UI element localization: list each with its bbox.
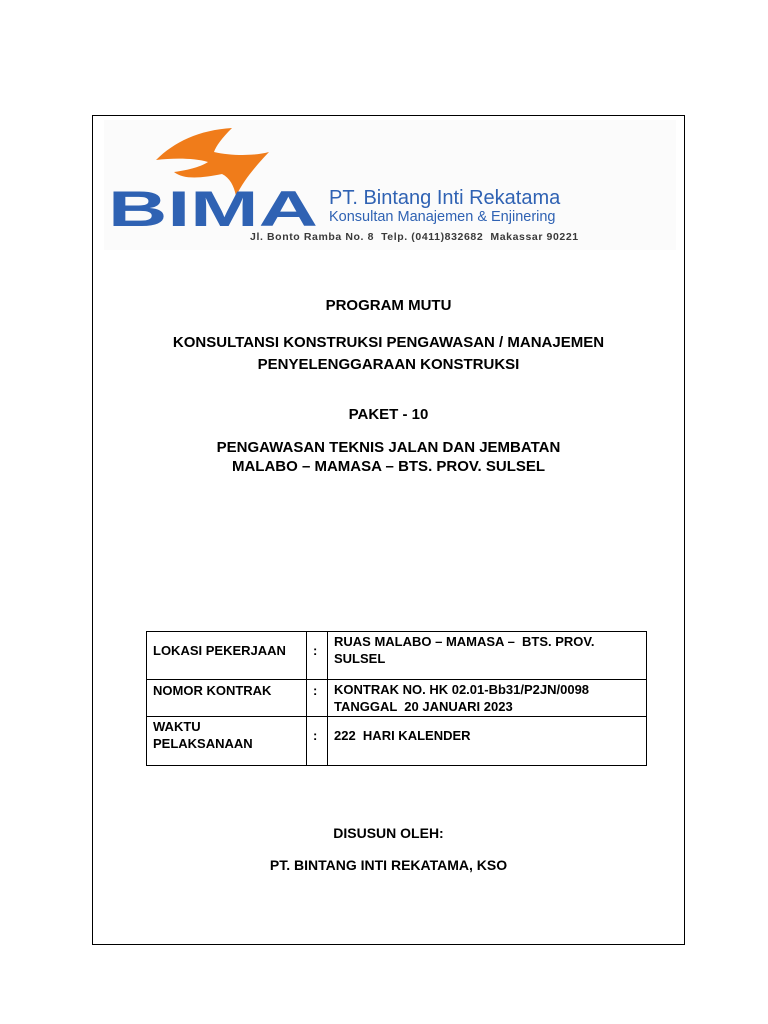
- table-row: [147, 717, 647, 766]
- package-label: PAKET - 10: [348, 406, 429, 423]
- company-address: Jl. Bonto Ramba No. 8 Telp. (0411)832682 Makassar 90221: [250, 231, 579, 243]
- info-table: [146, 631, 647, 766]
- contract-number-value: KONTRAK NO. HK 02.01-Bb31/P2JN/0098: [334, 682, 590, 697]
- document-title: PROGRAM MUTU: [325, 297, 452, 314]
- project-name-line2: MALABO – MAMASA – BTS. PROV. SULSEL: [231, 458, 546, 475]
- colon-separator: :: [313, 728, 318, 743]
- duration-label-line2: PELAKSANAAN: [153, 736, 253, 751]
- contract-date-value: TANGGAL 20 JANUARI 2023: [334, 699, 513, 714]
- work-location-value-line1: RUAS MALABO – MAMASA – BTS. PROV.: [334, 634, 595, 649]
- table-cell-label: [147, 680, 307, 717]
- table-row: [147, 680, 647, 717]
- table-cell-colon: [307, 632, 328, 680]
- table-cell-label: [147, 632, 307, 680]
- contract-number-label: NOMOR KONTRAK: [153, 683, 272, 698]
- table-cell-colon: [307, 717, 328, 766]
- table-cell-value: [328, 717, 647, 766]
- table-cell-label: [147, 717, 307, 766]
- work-location-value-line2: SULSEL: [334, 651, 386, 666]
- colon-separator: :: [313, 683, 318, 698]
- document-subtitle-line1: KONSULTANSI KONSTRUKSI PENGAWASAN / MANAJEMEN: [172, 334, 605, 351]
- company-tagline: Konsultan Manajemen & Enjinering: [329, 209, 556, 225]
- work-location-label: LOKASI PEKERJAAN: [153, 643, 286, 658]
- prepared-by-label: DISUSUN OLEH:: [333, 825, 444, 841]
- duration-value: 222 HARI KALENDER: [334, 728, 471, 743]
- project-name-line1: PENGAWASAN TEKNIS JALAN DAN JEMBATAN: [216, 439, 561, 456]
- duration-label-line1: WAKTU: [153, 719, 201, 734]
- company-name: PT. Bintang Inti Rekatama: [329, 187, 561, 209]
- table-row: [147, 632, 647, 680]
- brand-text: BIMA: [108, 181, 318, 237]
- table-cell-colon: [307, 680, 328, 717]
- colon-separator: :: [313, 643, 318, 658]
- table-cell-value: [328, 632, 647, 680]
- prepared-by-company: PT. BINTANG INTI REKATAMA, KSO: [269, 857, 508, 873]
- company-logo: [104, 120, 676, 250]
- document-subtitle-line2: PENYELENGGARAAN KONSTRUKSI: [257, 356, 520, 373]
- table-cell-value: [328, 680, 647, 717]
